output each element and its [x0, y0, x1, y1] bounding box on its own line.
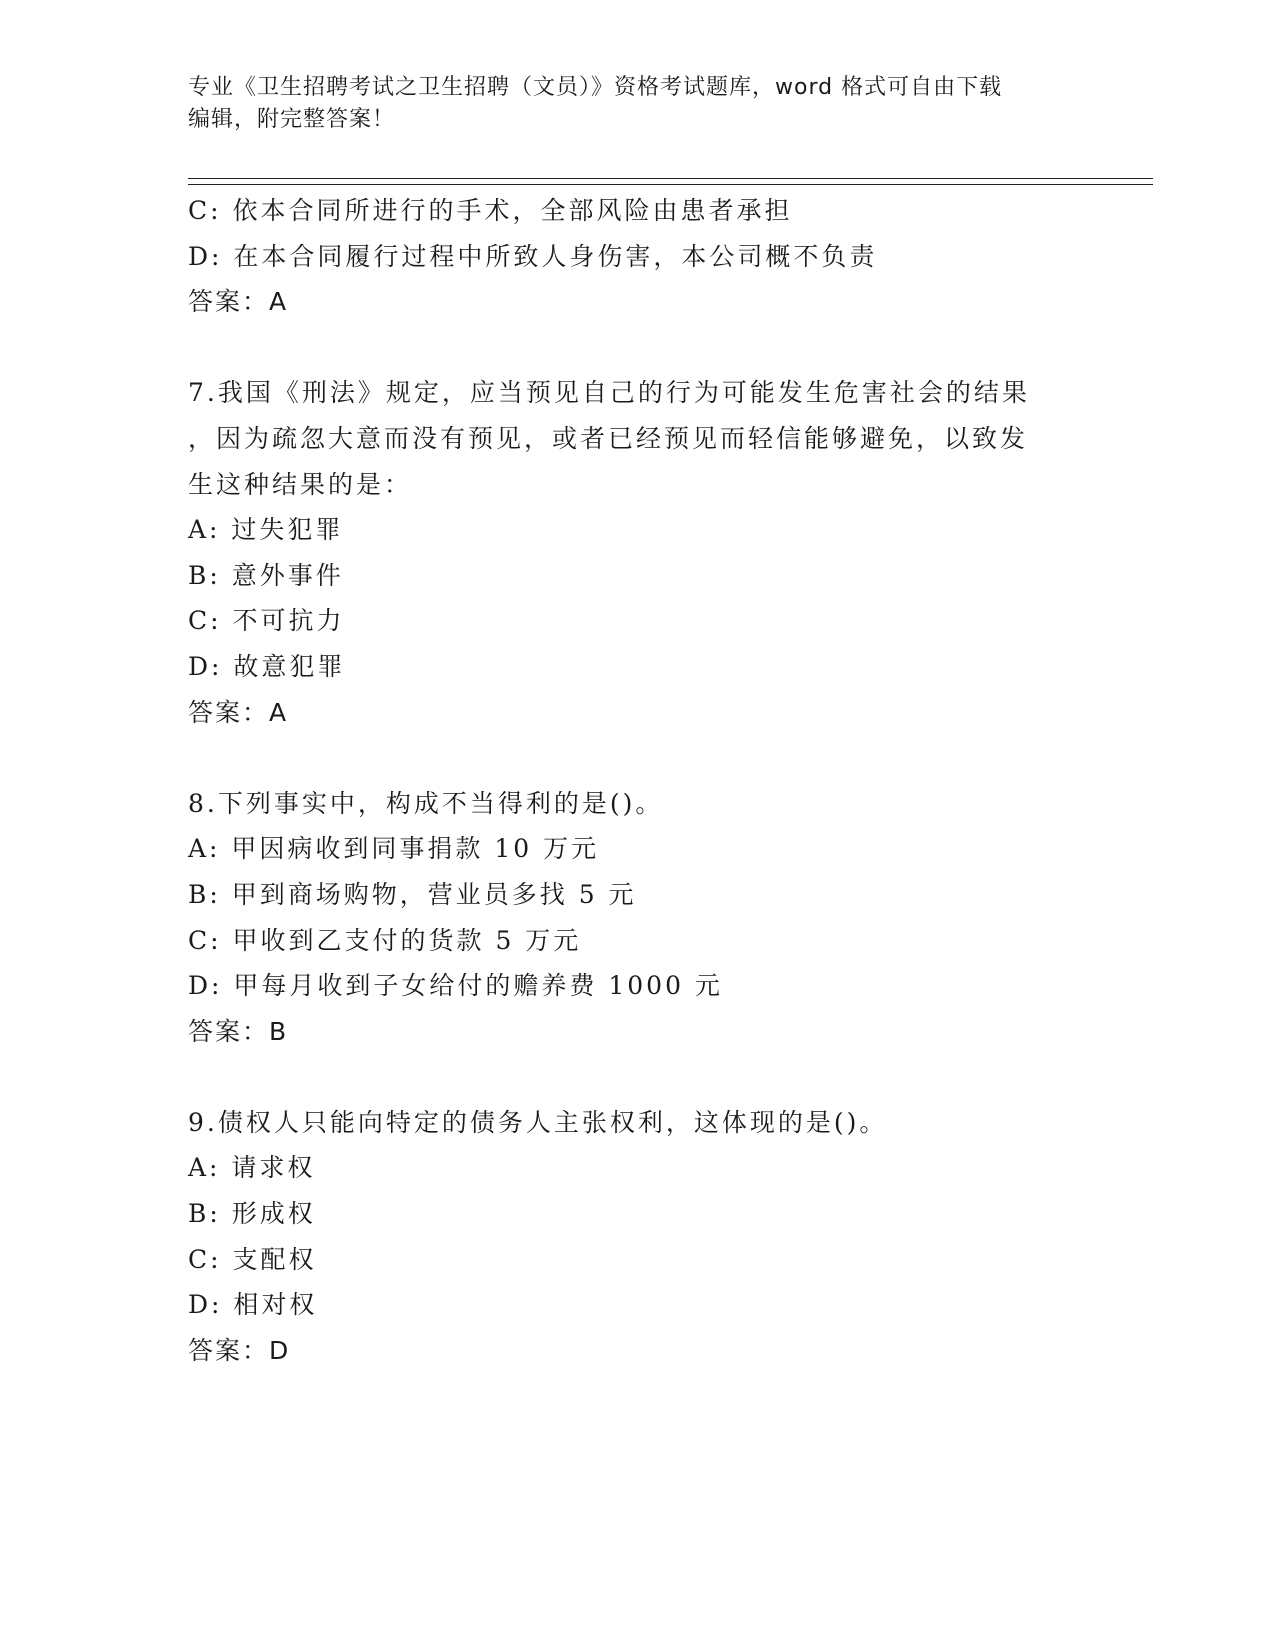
- document-header: [188, 72, 1068, 136]
- option-d: D: 故意犯罪: [188, 651, 346, 681]
- question-block-9: [188, 1100, 1088, 1374]
- answer: 答案：A: [188, 697, 289, 727]
- option-b: B: 甲到商场购物，营业员多找 5 元: [188, 879, 637, 909]
- option-a: A: 甲因病收到同事捐款 10 万元: [188, 834, 600, 864]
- answer: 答案：A: [188, 287, 289, 317]
- option-c: C: 不可抗力: [188, 606, 345, 636]
- question-block-7: [188, 370, 1088, 735]
- spacer: [188, 1054, 1088, 1100]
- question-stem: 8.下列事实中，构成不当得利的是()。: [188, 788, 664, 818]
- question-list: [188, 188, 1088, 1373]
- option-c: C: 甲收到乙支付的货款 5 万元: [188, 925, 582, 955]
- question-stem-line: 7.我国《刑法》规定，应当预见自己的行为可能发生危害社会的结果: [188, 378, 1030, 408]
- option-b: B: 意外事件: [188, 560, 344, 590]
- question-stem-line: 生这种结果的是：: [188, 469, 413, 499]
- option-d: D: 在本合同履行过程中所致人身伤害，本公司概不负责: [188, 241, 878, 271]
- question-block-8: [188, 781, 1088, 1055]
- option-d: D: 甲每月收到子女给付的赡养费 1000 元: [188, 971, 723, 1001]
- option-d: D: 相对权: [188, 1290, 318, 1320]
- header-divider-bottom: [188, 184, 1153, 185]
- header-line-1: 专业《卫生招聘考试之卫生招聘（文员）》资格考试题库，word 格式可自由下载: [188, 75, 1003, 100]
- option-c: C: 支配权: [188, 1244, 317, 1274]
- header-divider-top: [188, 178, 1153, 179]
- spacer: [188, 735, 1088, 781]
- question-stem-line: ，因为疏忽大意而没有预见，或者已经预见而轻信能够避免，以致发: [188, 423, 1029, 453]
- option-a: A: 请求权: [188, 1153, 316, 1183]
- answer: 答案：D: [188, 1335, 291, 1365]
- question-block-prev: [188, 188, 1088, 325]
- answer: 答案：B: [188, 1016, 289, 1046]
- question-stem: 9.债权人只能向特定的债务人主张权利，这体现的是()。: [188, 1107, 888, 1137]
- option-c: C: 依本合同所进行的手术，全部风险由患者承担: [188, 196, 793, 225]
- option-a: A: 过失犯罪: [188, 515, 344, 545]
- spacer: [188, 325, 1088, 371]
- option-b: B: 形成权: [188, 1199, 316, 1229]
- header-line-2: 编辑，附完整答案！: [188, 107, 396, 132]
